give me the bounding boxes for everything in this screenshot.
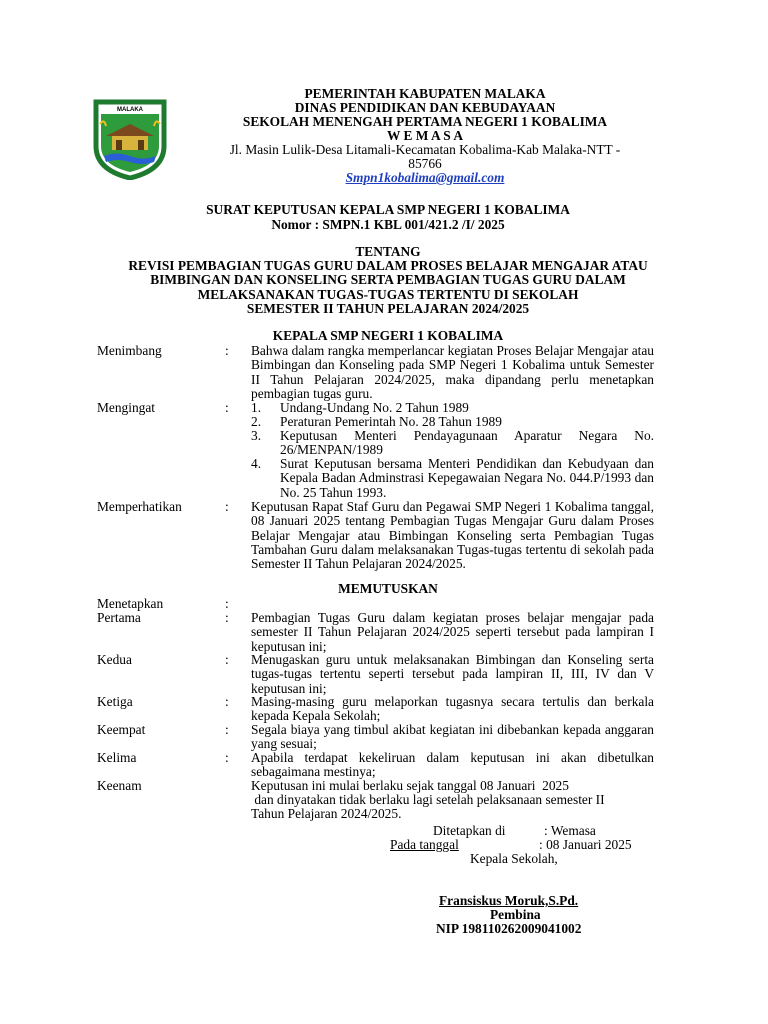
malaka-regency-logo xyxy=(92,96,168,180)
colon: : xyxy=(225,722,229,737)
mengingat-item-3: Keputusan Menteri Pendayagunaan Aparatur Negara No. 26/MENPAN/1989 xyxy=(280,428,654,458)
menimbang-label: Menimbang xyxy=(97,343,162,358)
subject-line-3: MELAKSANAKAN TUGAS-TUGAS TERTENTU DI SEKOLAH xyxy=(197,287,579,302)
keempat-label: Keempat xyxy=(97,722,146,737)
colon: : xyxy=(225,400,229,415)
subject-line-4: SEMESTER II TAHUN PELAJARAN 2024/2025 xyxy=(246,301,530,316)
mengingat-num-2: 2. xyxy=(251,414,262,429)
kelima-label: Kelima xyxy=(97,750,137,765)
colon: : xyxy=(225,343,229,358)
colon: : xyxy=(225,750,229,765)
subject-line-2: BIMBINGAN DAN KONSELING SERTA PEMBAGIAN TUGAS GURU DALAM xyxy=(150,272,626,287)
pertama-label: Pertama xyxy=(97,610,141,625)
ditetapkan-label: Ditetapkan di xyxy=(433,823,506,838)
letterhead-line-1: PEMERINTAH KABUPATEN MALAKA xyxy=(304,86,546,101)
keempat-text: Segala biaya yang timbul akibat kegiatan ini dibebankan kepada anggaran yang sesuai; xyxy=(251,722,654,752)
colon: : xyxy=(225,499,229,514)
memperhatikan-label: Memperhatikan xyxy=(97,499,182,514)
mengingat-num-1: 1. xyxy=(251,400,262,415)
letterhead-line-3: SEKOLAH MENENGAH PERTAMA NEGERI 1 KOBALIMA xyxy=(242,114,608,129)
signatory-name: Fransiskus Moruk,S.Pd. xyxy=(439,893,579,908)
keenam-line-2: dan dinyatakan tidak berlaku lagi setelah pelaksanaan semester II xyxy=(251,792,605,807)
kelima-text: Apabila terdapat kekeliruan dalam keputusan ini akan dibetulkan sebagaimana mestinya; xyxy=(251,750,654,780)
mengingat-item-1: Undang-Undang No. 2 Tahun 1989 xyxy=(280,400,469,415)
logo-text: MALAKA xyxy=(117,107,143,113)
mengingat-item-2: Peraturan Pemerintah No. 28 Tahun 1989 xyxy=(280,414,502,429)
colon: : xyxy=(225,652,229,667)
menetapkan-label: Menetapkan xyxy=(97,596,164,611)
signature-position: Kepala Sekolah, xyxy=(470,851,558,866)
decree-title: SURAT KEPUTUSAN KEPALA SMP NEGERI 1 KOBALIMA xyxy=(206,202,570,217)
ketiga-label: Ketiga xyxy=(97,694,133,709)
tanggal-label: Pada tanggal xyxy=(390,837,459,852)
memperhatikan-text: Keputusan Rapat Staf Guru dan Pegawai SMP Negeri 1 Kobalima tanggal, 08 Januari 2025 tentang Pembagian Tugas Mengajar Guru dalam Proses Belajar Mengajar atau Bimbingan Konseling serta Pembagian Tugas Tambahan Guru dalam melaksanakan Tugas-tugas tertentu di sekolah pada Semester II Tahun Pelajaran 2024/2025. xyxy=(251,499,654,572)
pertama-text: Pembagian Tugas Guru dalam kegiatan proses belajar mengajar pada semester II Tahun Pelajaran 2024/2025 seperti tersebut pada lampiran I keputusan ini; xyxy=(251,610,654,654)
colon: : xyxy=(225,596,229,611)
keenam-label: Keenam xyxy=(97,778,142,793)
colon: : xyxy=(225,694,229,709)
issuer-heading: KEPALA SMP NEGERI 1 KOBALIMA xyxy=(272,328,504,343)
keenam-line-3: Tahun Pelajaran 2024/2025. xyxy=(251,806,402,821)
mengingat-num-3: 3. xyxy=(251,428,262,443)
colon: : xyxy=(225,610,229,625)
letterhead-email-row xyxy=(190,170,660,185)
signatory-nip: NIP 198110262009041002 xyxy=(436,921,582,936)
decree-number: Nomor : SMPN.1 KBL 001/421.2 /I/ 2025 xyxy=(271,217,505,232)
ditetapkan-value: : Wemasa xyxy=(544,823,596,838)
tanggal-value: : 08 Januari 2025 xyxy=(539,837,632,852)
mengingat-item-4: Surat Keputusan bersama Menteri Pendidikan dan Kebudyaan dan Kepala Badan Adminstrasi Kepegawaian Negara No. 044.P/1993 dan No. 25 Tahun 1993. xyxy=(280,456,654,500)
letterhead-line-4: W E M A S A xyxy=(386,128,464,143)
letterhead-line-2: DINAS PENDIDIKAN DAN KEBUDAYAAN xyxy=(294,100,556,115)
kedua-label: Kedua xyxy=(97,652,132,667)
keenam-line-1: Keputusan ini mulai berlaku sejak tanggal 08 Januari 2025 xyxy=(251,778,569,793)
menimbang-text: Bahwa dalam rangka memperlancar kegiatan Proses Belajar Mengajar atau Bimbingan dan Konseling pada SMP Negeri 1 Kobalima untuk Semester II Tahun Pelajaran 2024/2025, maka dipandang perlu menetapkan pembagian tugas guru. xyxy=(251,343,654,401)
mengingat-num-4: 4. xyxy=(251,456,262,471)
email-link[interactable]: Smpn1kobalima@gmail.com xyxy=(345,170,505,185)
subject-heading: TENTANG xyxy=(355,244,421,259)
signatory-rank: Pembina xyxy=(490,907,541,922)
letterhead-address: Jl. Masin Lulik-Desa Litamali-Kecamatan Kobalima-Kab Malaka-NTT - xyxy=(229,142,621,157)
letterhead-postcode: 85766 xyxy=(408,156,442,171)
subject-line-1: REVISI PEMBAGIAN TUGAS GURU DALAM PROSES BELAJAR MENGAJAR ATAU xyxy=(128,258,648,273)
mengingat-label: Mengingat xyxy=(97,400,156,415)
ketiga-text: Masing-masing guru melaporkan tugasnya secara tertulis dan berkala kepada Kepala Sekolah; xyxy=(251,694,654,724)
kedua-text: Menugaskan guru untuk melaksanakan Bimbingan dan Konseling serta tugas-tugas tertentu seperti tersebut pada lampiran II, III, IV dan V keputusan ini; xyxy=(251,652,654,696)
memutuskan-heading: MEMUTUSKAN xyxy=(338,581,438,596)
